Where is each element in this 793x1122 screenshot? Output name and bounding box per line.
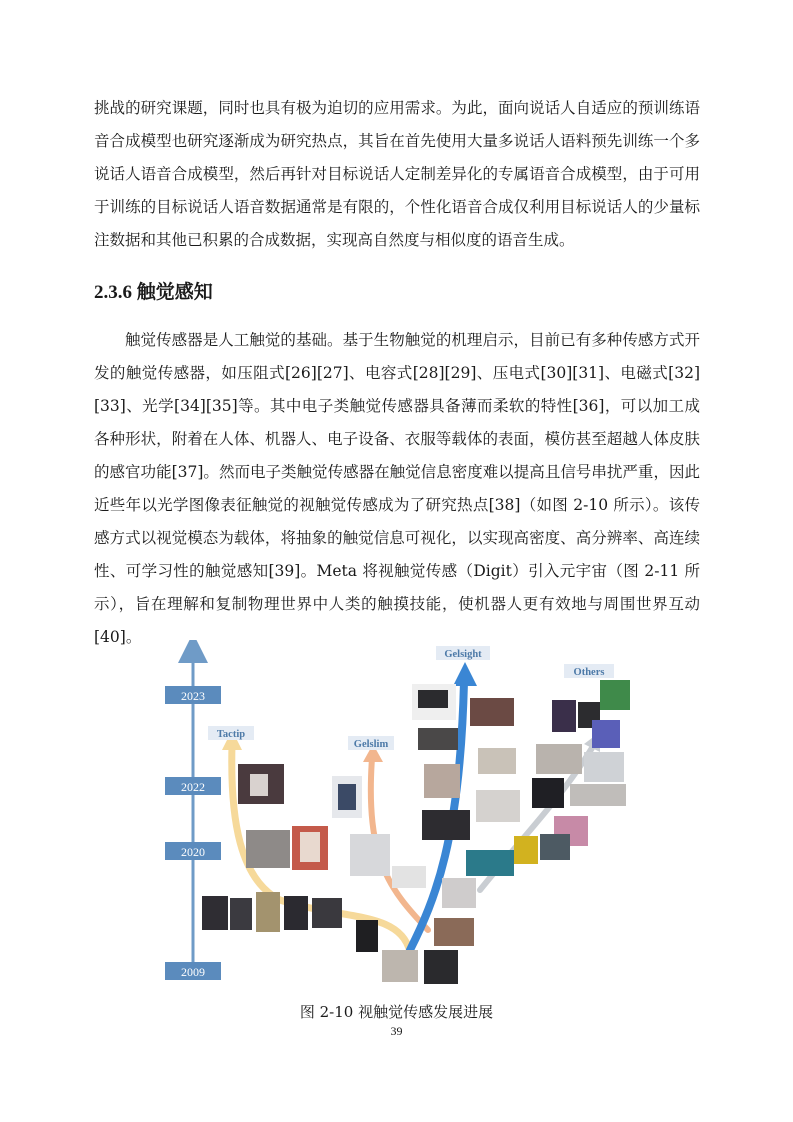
sensor-photo: [470, 698, 514, 726]
branch-label: Tactip: [216, 729, 246, 740]
year-label: 2023: [181, 689, 205, 703]
sensor-photo: [418, 728, 458, 750]
sensor-photo: [476, 790, 520, 822]
sensor-photo: [570, 784, 626, 806]
branch-label-box: [208, 726, 254, 740]
sensor-photo: [536, 744, 582, 774]
sensor-photo: [424, 950, 458, 984]
branch-label-box: [564, 664, 614, 678]
sensor-photo: [246, 830, 290, 868]
sensor-photo: [382, 950, 418, 982]
paragraph-2: 触觉传感器是人工触觉的基础。基于生物触觉的机理启示，目前已有多种传感方式开发的触觉传感器，如压阻式[26][27]、电容式[28][29]、压电式[30][31]、电磁式[32][33]、光学[34][35]等。其中电子类触觉传感器具备薄而柔软的特性[36]，可以加工成各种形状，附着在人体、机器人、电子设备、衣服等载体的表面，模仿甚至超越人体皮肤的感官功能[37]。然而电子类触觉传感器在触觉信息密度难以提高且信号串扰严重，因此近些年以光学图像表征触觉的视触觉传感成为了研究热点[38]（如图 2-10 所示）。该传感方式以视觉模态为载体，将抽象的触觉信息可视化，以实现高密度、高分辨率、高连续性、可学习性的触觉感知[39]。Meta 将视触觉传感（Digit）引入元宇宙（图 2-11 所示），旨在理解和复制物理世界中人类的触摸技能，使机器人更有效地与周围世界互动[40]。: [94, 331, 700, 646]
branch-label: Others: [573, 667, 605, 678]
sensor-photo: [540, 834, 570, 860]
sensor-photo: [424, 764, 460, 798]
year-label: 2009: [181, 965, 205, 979]
gelsight-branch-arrowhead: [453, 662, 477, 686]
sensor-photo: [600, 680, 630, 710]
sensor-photo: [338, 784, 356, 810]
sensor-photo: [466, 850, 514, 876]
sensor-photo: [202, 896, 228, 930]
branch-label-box: [436, 646, 490, 660]
section-heading: [94, 272, 213, 313]
sensor-photo: [478, 748, 516, 774]
year-box: [165, 842, 221, 860]
branch-label: Gelsight: [444, 649, 482, 660]
sensor-photo: [284, 896, 308, 930]
sensor-photo: [442, 878, 476, 908]
sensor-photo: [514, 836, 538, 864]
section-number: 2.3.6: [94, 282, 132, 303]
sensor-photo: [312, 898, 342, 928]
year-box: [165, 686, 221, 704]
year-label: 2022: [181, 780, 205, 794]
sensor-photo: [392, 866, 426, 888]
figure-caption: 图 2-10 视触觉传感发展进展: [299, 1003, 494, 1021]
year-box: [165, 777, 221, 795]
sensor-photo: [250, 774, 268, 796]
sensor-photo: [256, 892, 280, 932]
section-title: 触觉感知: [136, 281, 213, 303]
paragraph-1: 挑战的研究课题，同时也具有极为迫切的应用需求。为此，面向说话人自适应的预训练语音合成模型也研究逐渐成为研究热点，其旨在首先使用大量多说话人语料预先训练一个多说话人语音合成模型，然后再针对目标说话人定制差异化的专属语音合成模型，由于可用于训练的目标说话人语音数据通常是有限的，个性化语音合成仅利用目标说话人的少量标注数据和其他已积累的合成数据，实现高自然度与相似度的语音生成。: [94, 99, 700, 249]
sensor-photo: [350, 834, 390, 876]
sensor-photo: [584, 752, 624, 782]
sensor-photo: [418, 690, 448, 708]
sensor-photo: [592, 720, 620, 748]
sensor-photo: [434, 918, 474, 946]
sensor-photo: [356, 920, 378, 952]
sensor-photo: [422, 810, 470, 840]
year-label: 2020: [181, 845, 205, 859]
year-box: [165, 962, 221, 980]
sensor-photo: [532, 778, 564, 808]
branch-label-box: [348, 736, 394, 750]
sensor-photo: [300, 832, 320, 862]
branch-label: Gelslim: [353, 739, 389, 750]
page-number: 39: [390, 1024, 403, 1038]
sensor-photo: [230, 898, 252, 930]
sensor-photo: [552, 700, 576, 732]
figure-tactile-timeline: [160, 640, 640, 990]
